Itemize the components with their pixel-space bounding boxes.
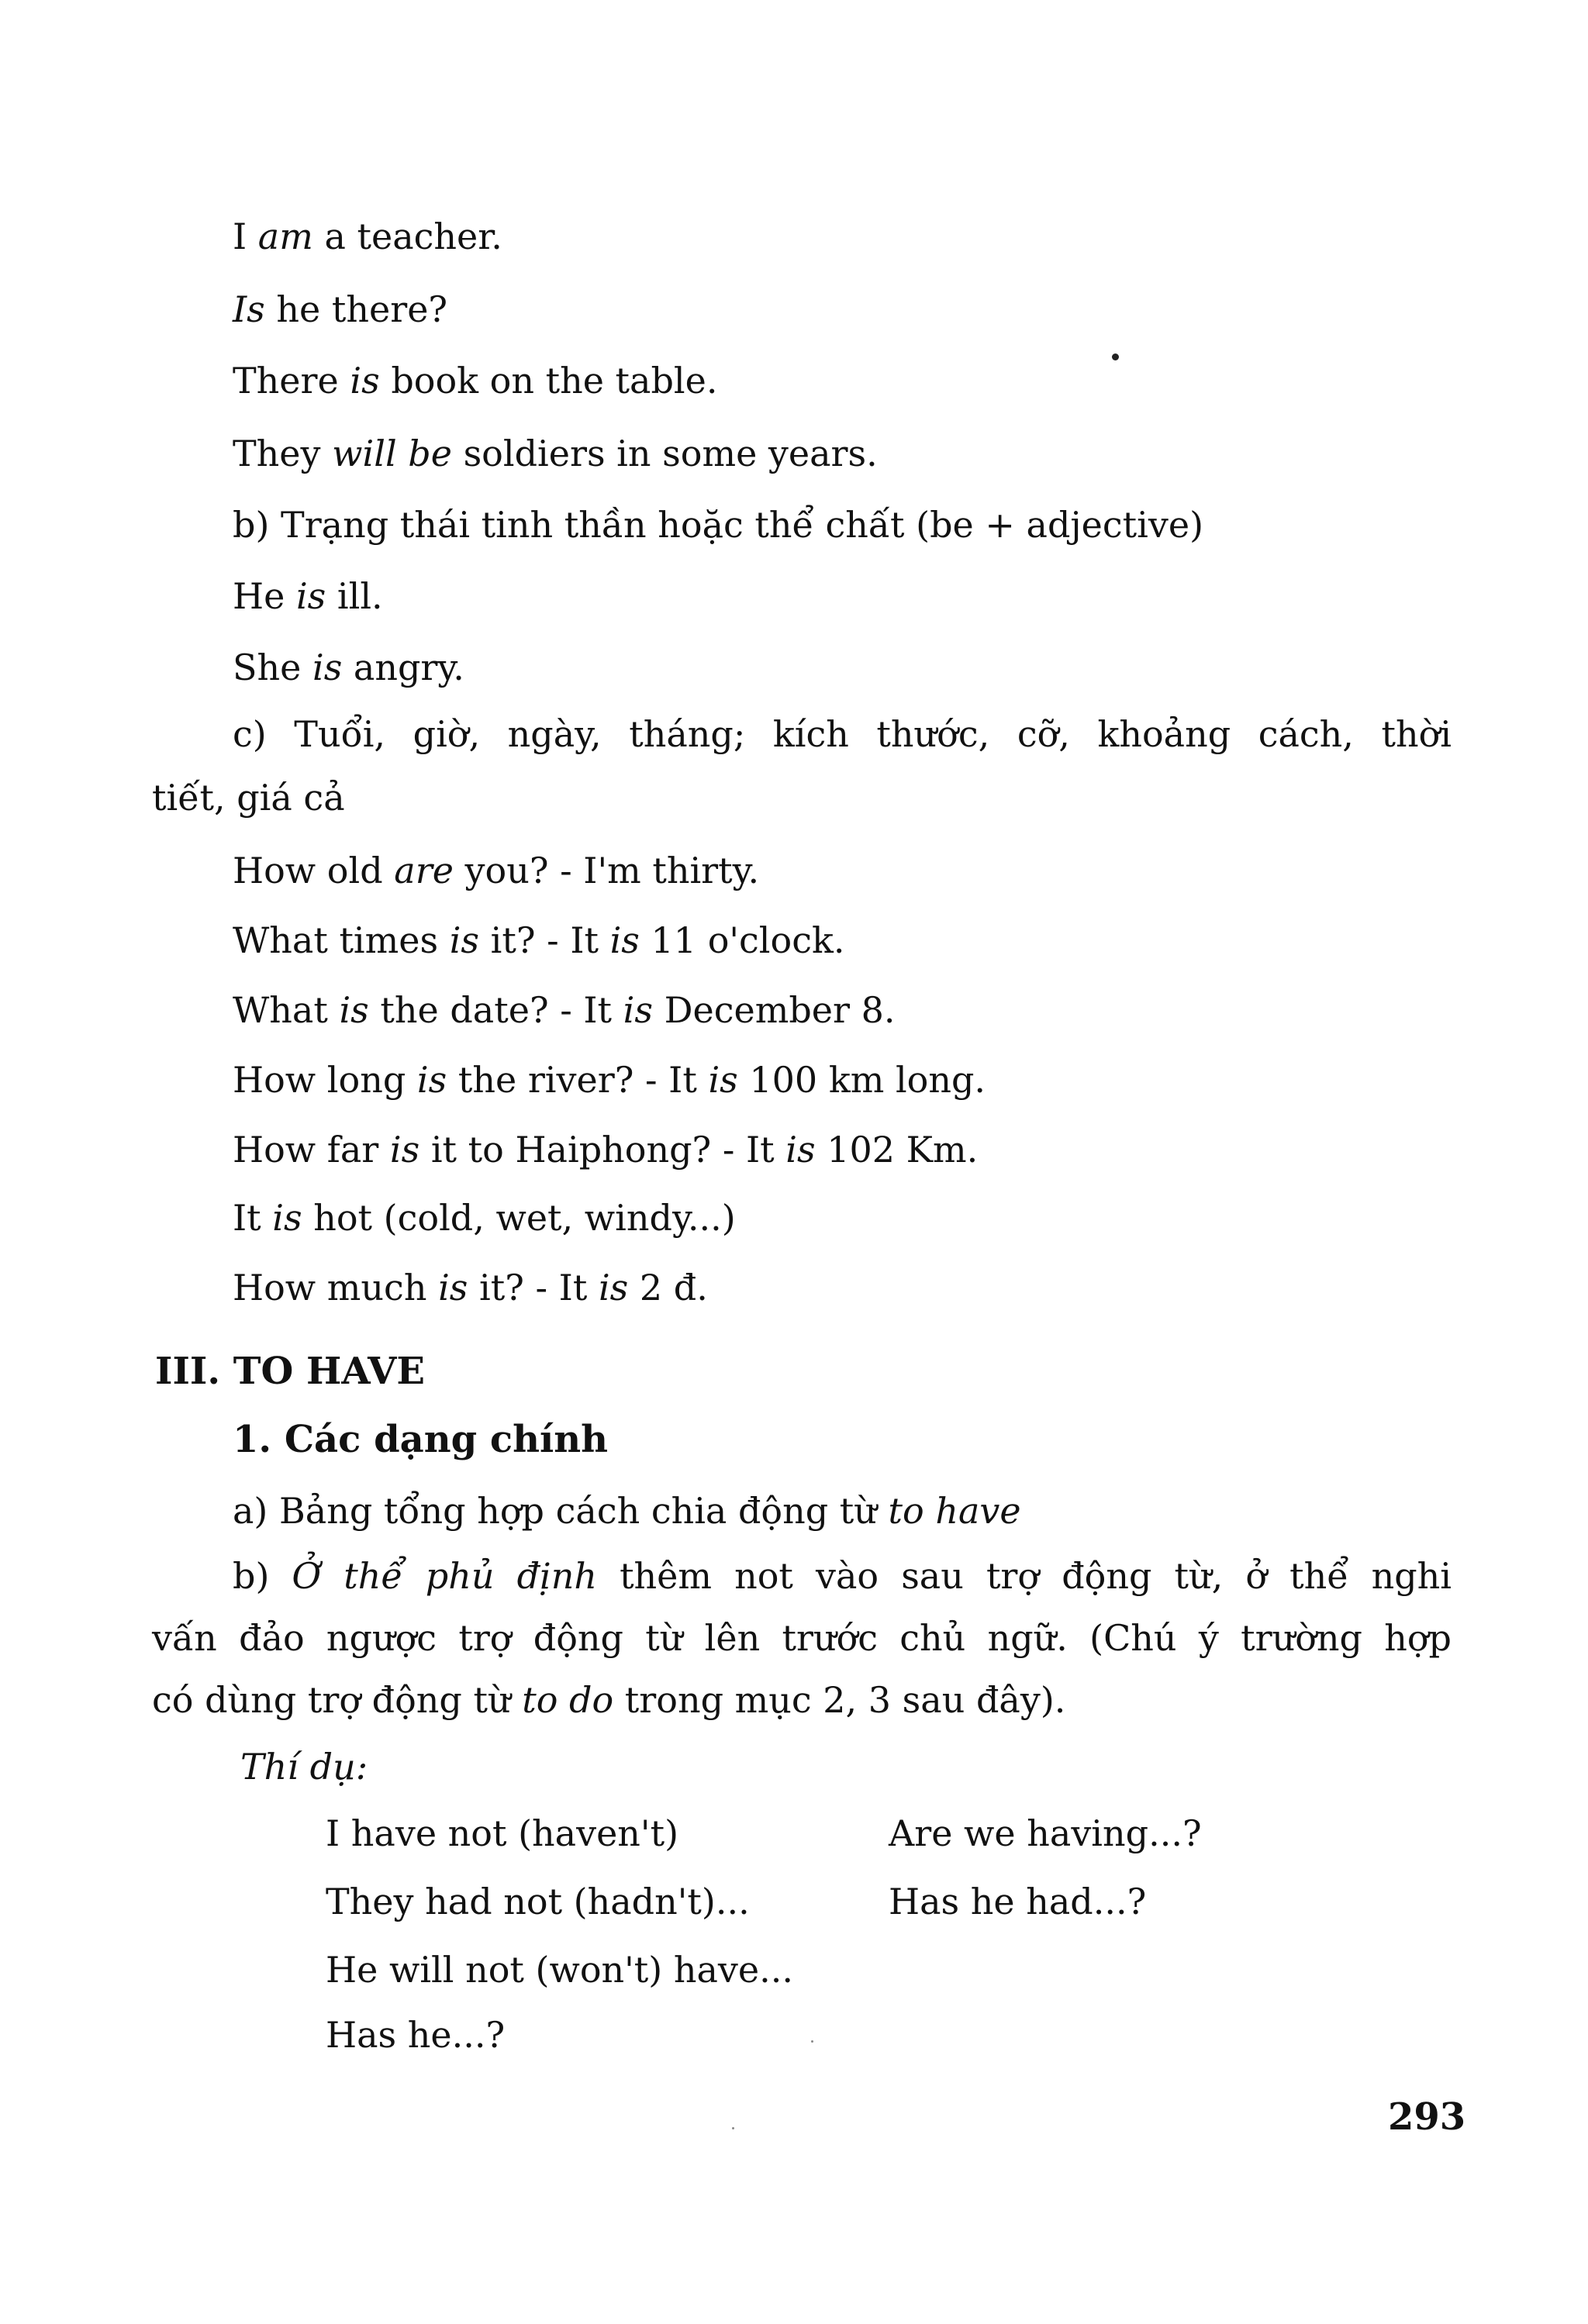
example-line: How old are you? - I'm thirty. xyxy=(233,850,760,891)
example-line: How far is it to Haiphong? - It is 102 Km. xyxy=(233,1129,979,1171)
example-left: He will not (won't) have... xyxy=(326,1949,793,1991)
subheading-c: c) Tuổi, giờ, ngày, tháng; kích thước, cỡ, khoảng cách, thời xyxy=(233,713,1452,755)
example-label: Thí dụ: xyxy=(240,1746,368,1788)
page-number: 293 xyxy=(1388,2095,1466,2139)
example-line: She is angry. xyxy=(233,647,464,688)
example-line: What is the date? - It is December 8. xyxy=(233,989,896,1031)
example-line: I am a teacher. xyxy=(233,216,502,257)
example-line: How much is it? - It is 2 đ. xyxy=(233,1267,708,1309)
section-title: III. TO HAVE xyxy=(155,1350,425,1393)
example-line: How long is the river? - It is 100 km long. xyxy=(233,1059,986,1101)
section-subtitle: 1. Các dạng chính xyxy=(233,1418,609,1461)
example-left: I have not (haven't) xyxy=(326,1812,679,1854)
scan-speck xyxy=(1112,353,1119,360)
example-line: He is ill. xyxy=(233,575,383,617)
example-right: Are we having...? xyxy=(889,1812,1202,1854)
subheading-c-continuation: tiết, giá cả xyxy=(152,777,345,819)
scan-speck xyxy=(732,2127,734,2129)
scan-speck xyxy=(811,2040,813,2043)
example-line: It is hot (cold, wet, windy...) xyxy=(233,1197,736,1239)
example-line: What times is it? - It is 11 o'clock. xyxy=(233,919,845,961)
paragraph-b-line2: vấn đảo ngược trợ động từ lên trước chủ ngữ. (Chú ý trường hợp xyxy=(152,1617,1452,1659)
example-line: Is he there? xyxy=(233,288,448,330)
subheading-b: b) Trạng thái tinh thần hoặc thể chất (be + adjective) xyxy=(233,504,1204,546)
example-left: They had not (hadn't)... xyxy=(326,1881,750,1922)
paragraph-b-line3: có dùng trợ động từ to do trong mục 2, 3 sau đây). xyxy=(152,1679,1066,1721)
example-line: There is book on the table. xyxy=(233,360,718,402)
paragraph-a: a) Bảng tổng hợp cách chia động từ to have xyxy=(233,1490,1021,1532)
example-right: Has he had...? xyxy=(889,1881,1147,1922)
example-left: Has he...? xyxy=(326,2014,506,2056)
example-line: They will be soldiers in some years. xyxy=(233,433,878,474)
paragraph-b-line1: b) Ở thể phủ định thêm not vào sau trợ động từ, ở thể nghi xyxy=(233,1555,1452,1597)
